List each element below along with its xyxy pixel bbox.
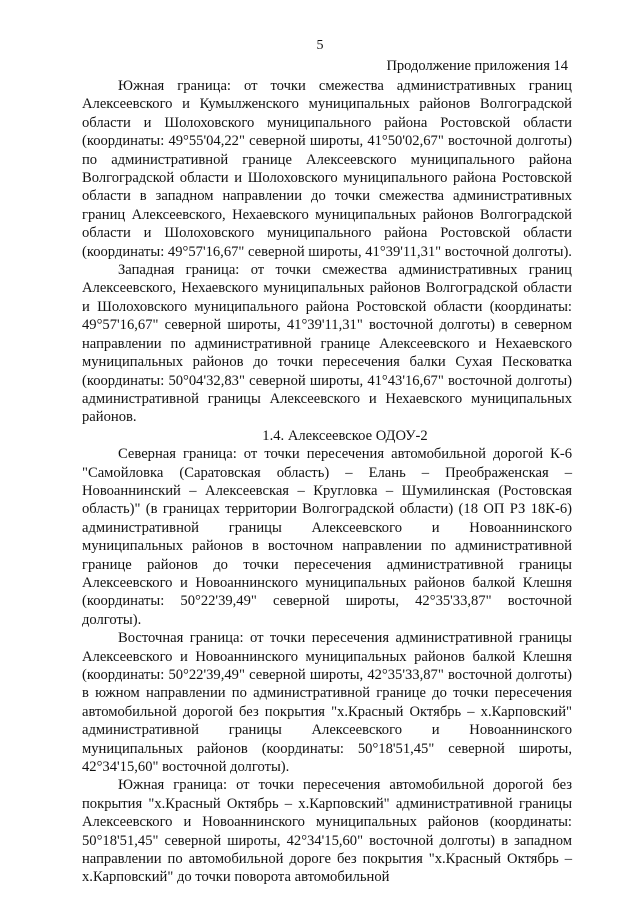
document-body [82, 77, 572, 887]
paragraph-northern-border: Северная граница: от точки пересечения автомобильной дорогой К-6 "Самойловка (Саратовская область) – Елань – Преображенская – Новоаннинский – Алексеевская – Кругловка – Шумилинская (Ростовская область)" (в границах территории Волгоградской области) (18 ОП РЗ 18К-6) административной границы Алексеевского и Новоаннинского муниципальных районов в восточном направлении по административной границе районов до точки пересечения административной границы Алексеевского и Новоаннинского муниципальных районов балкой Клешня (координаты: 50°22'39,49" северной широты, 42°35'33,87" восточной долготы). [82, 446, 572, 628]
paragraph-southern-border-2: Южная граница: от точки пересечения автомобильной дорогой без покрытия "х.Красный Октябрь – х.Карповский" административной границы Алексеевского и Новоаннинского муниципальных районов (координаты: 50°18'51,45" северной широты, 42°34'15,60" восточной долготы) в западном направлении по автомобильной дороге без покрытия "х.Красный Октябрь – х.Карповский" до точки поворота автомобильной [82, 777, 572, 886]
section-heading: 1.4. Алексеевское ОДОУ-2 [262, 427, 428, 444]
running-head: Продолжение приложения 14 [386, 58, 568, 74]
paragraph-southern-border: Южная граница: от точки смежества административных границ Алексеевского и Кумылженского муниципальных районов Волгоградской области и Шолоховского муниципального района Ростовской области (координаты: 49°55'04,22" северной широты, 41°50'02,67" восточной долготы) по административной границе Алексеевского муниципального района Волгоградской области и Шолоховского муниципального района Ростовской области в западном направлении до точки смежества административных границ Алексеевского, Нехаевского муниципальных районов Волгоградской области и Шолоховского муниципального района Ростовской области (координаты: 49°57'16,67" северной широты, 41°39'11,31" восточной долготы). [82, 78, 572, 260]
paragraph-eastern-border: Восточная граница: от точки пересечения административной границы Алексеевского и Новоаннинского муниципальных районов балкой Клешня (координаты: 50°22'39,49" северной широты, 42°35'33,87" восточной долготы) в южном направлении по административной границе до точки пересечения автомобильной дорогой без покрытия "х.Красный Октябрь – х.Карповский" административной границы Алексеевского и Новоаннинского муниципальных районов (координаты: 50°18'51,45" северной широты, 42°34'15,60" восточной долготы). [82, 630, 572, 776]
paragraph-western-border: Западная граница: от точки смежества административных границ Алексеевского, Нехаевского муниципальных районов Волгоградской области и Шолоховского муниципального района Ростовской области (координаты: 49°57'16,67" северной широты, 41°39'11,31" восточной долготы) в северном направлении по административной границе Алексеевского и Нехаевского муниципальных районов до точки пересечения балки Сухая Песковатка (координаты: 50°04'32,83" северной широты, 41°43'16,67" восточной долготы) административной границы Алексеевского и Нехаевского муниципальных районов. [82, 262, 572, 426]
page-number: 5 [316, 38, 324, 53]
